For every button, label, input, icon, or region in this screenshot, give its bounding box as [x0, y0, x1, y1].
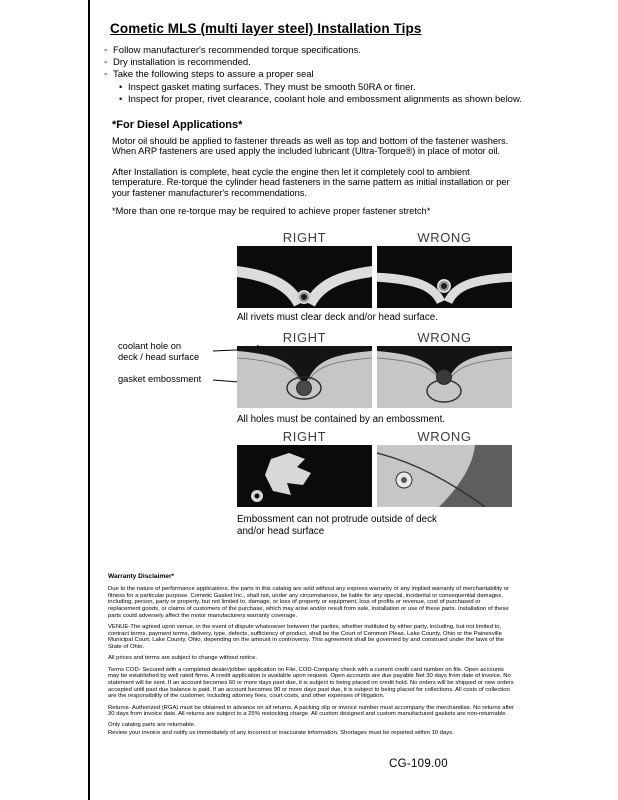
bullet-text: Take the following steps to assure a proper seal — [113, 69, 314, 81]
diagram-protrude-right — [237, 445, 372, 507]
protrusion-right-diagram — [237, 445, 372, 507]
list-item — [104, 57, 522, 69]
diagram-embossment-right — [237, 346, 372, 408]
legal-paragraph: All prices and terms are subject to change without notice. — [108, 655, 257, 662]
list-item-sub — [119, 94, 522, 106]
bullet-marker: ◦ — [104, 45, 108, 56]
bullet-marker: • — [119, 93, 123, 105]
diagram-rivet-wrong — [377, 246, 512, 308]
bullet-text: Inspect for proper, rivet clearance, coolant hole and embossment alignments as shown below. — [128, 93, 522, 105]
page-left-border — [88, 0, 90, 800]
bullet-marker: ◦ — [104, 57, 108, 69]
paragraph-heat-cycle: After Installation is complete, heat cycle the engine then let it completely cool to ambient temperature. Re-torque the cylinder head fasteners in the same pattern as initial installation or per your fastener manufacturer's recommendations. — [112, 167, 510, 198]
paragraph-motor-oil: Motor oil should be applied to fastener threads as well as top and bottom of the fastener washers. When ARP fasteners are used apply the included lubricant (Ultra-Torque®) in place of motor oil. — [112, 136, 509, 157]
tips-list — [104, 45, 522, 106]
hole-containment-right-diagram — [237, 346, 372, 408]
bullet-marker: • — [119, 81, 123, 93]
list-item — [104, 69, 522, 81]
legal-paragraph: Due to the nature of performance applications, the parts in this catalog are sold without any express warranty or any implied warranty of merchantability or fitness for a particular purpose. Cometic Gasket Inc., shall not, under any circumstances, be liable for any special, incidental or consequential damages, including, person, party or property, but not limited to, damage, or loss of property or equipment, loss of profits or revenue, cost of purchased or replacement goods, or claims of customers of the purchase, which may arise and/or result from sale, installation or use of these parts. Installation of these parts could adversely affect the motor manufacturers warranty coverage. — [108, 586, 510, 619]
bullet-text: Follow manufacturer's recommended torque specifications. — [113, 45, 361, 56]
callout-coolant-hole — [118, 341, 199, 363]
callout-coolant-line1: coolant hole on — [118, 341, 182, 351]
diagram-embossment-wrong — [377, 346, 512, 408]
hole-containment-wrong-diagram — [377, 346, 512, 408]
document-code: CG-109.00 — [389, 758, 448, 770]
bullet-text: Inspect gasket mating surfaces. They must be smooth 50RA or finer. — [128, 81, 416, 93]
caption-rivets: All rivets must clear deck and/or head surface. — [237, 312, 438, 323]
list-item — [104, 45, 522, 57]
label-right-row3: RIGHT — [282, 429, 327, 444]
rivet-clearance-wrong-diagram — [377, 246, 512, 308]
legal-paragraph: Terms COD- Secured with a completed dealer/jobber application on File, COD-Company check with a current credit card number on file. Open accounts may be established by well rated firms. A credit application is available upon request. Open accounts are due payable Net 30 days from date of invoice. No statement will be sent. If an account becomes 60 or more days past due, it is subject to being placed on credit hold. No orders will be shipped or new orders accepted until past due balance is paid. If an account becomes 90 or more days past due, it is subject to being placed for collections. All costs of collection are the responsibility of the customer, including attorney fees, court costs, and other expenses of litigation. — [108, 666, 514, 700]
retorque-note: *More than one re-torque may be required to achieve proper fastener stretch* — [112, 206, 431, 216]
rivet-clearance-right-diagram — [237, 246, 372, 308]
label-wrong-row2: WRONG — [417, 330, 472, 345]
page-title: Cometic MLS (multi layer steel) Installation Tips — [110, 21, 422, 36]
legal-paragraph: Review your invoice and notify us immediately of any incorrect or inaccurate information. Shortages must be reported within 10 days. — [108, 729, 454, 736]
diagram-protrude-wrong — [377, 445, 512, 507]
legal-paragraph: Only catalog parts are returnable. — [108, 722, 196, 729]
label-wrong-row3: WRONG — [417, 429, 472, 444]
legal-paragraph: Returns- Authorized (RGA) must be obtained in advance on all returns. A packing slip or invoice number must accompany the merchandise. No returns after 30 days from invoice date. All returns are subject to a 25% restocking charge. All custom designed and custom manufactured gaskets are non-returnable. — [108, 704, 515, 718]
callout-coolant-line2: deck / head surface — [118, 352, 200, 362]
caption-protrude: Embossment can not protrude outside of deck and/or head surface — [237, 514, 437, 537]
bullet-marker: ◦ — [104, 69, 108, 81]
diesel-applications-heading: *For Diesel Applications* — [112, 119, 243, 131]
legal-paragraph: VENUE-The agreed upon venue, in the event of dispute whatsoever between the parties, whether instituted by either party, including, but not limited to, contract terms, payment terms, delivery, type, defects, sufficiency of product, shall be the Court of Common Pleas, Lake County, Ohio or the Painesville Municipal Court, Lake County, Ohio, depending on the amount in controversy. This agreement shall be governed by and construed under the laws of the State of Ohio. — [108, 624, 504, 651]
bullet-text: Dry installation is recommended. — [113, 57, 251, 69]
protrusion-wrong-diagram — [377, 445, 512, 507]
label-right-row1: RIGHT — [282, 230, 327, 245]
label-right-row2: RIGHT — [282, 330, 327, 345]
label-wrong-row1: WRONG — [417, 230, 472, 245]
warranty-disclaimer-heading: Warranty Disclaimer* — [108, 573, 175, 580]
diagram-rivet-right — [237, 246, 372, 308]
warranty-disclaimer-section — [108, 573, 514, 741]
list-item-sub — [119, 82, 522, 94]
callout-gasket-embossment: gasket embossment — [118, 374, 202, 384]
caption-holes: All holes must be contained by an embossment. — [237, 414, 446, 425]
